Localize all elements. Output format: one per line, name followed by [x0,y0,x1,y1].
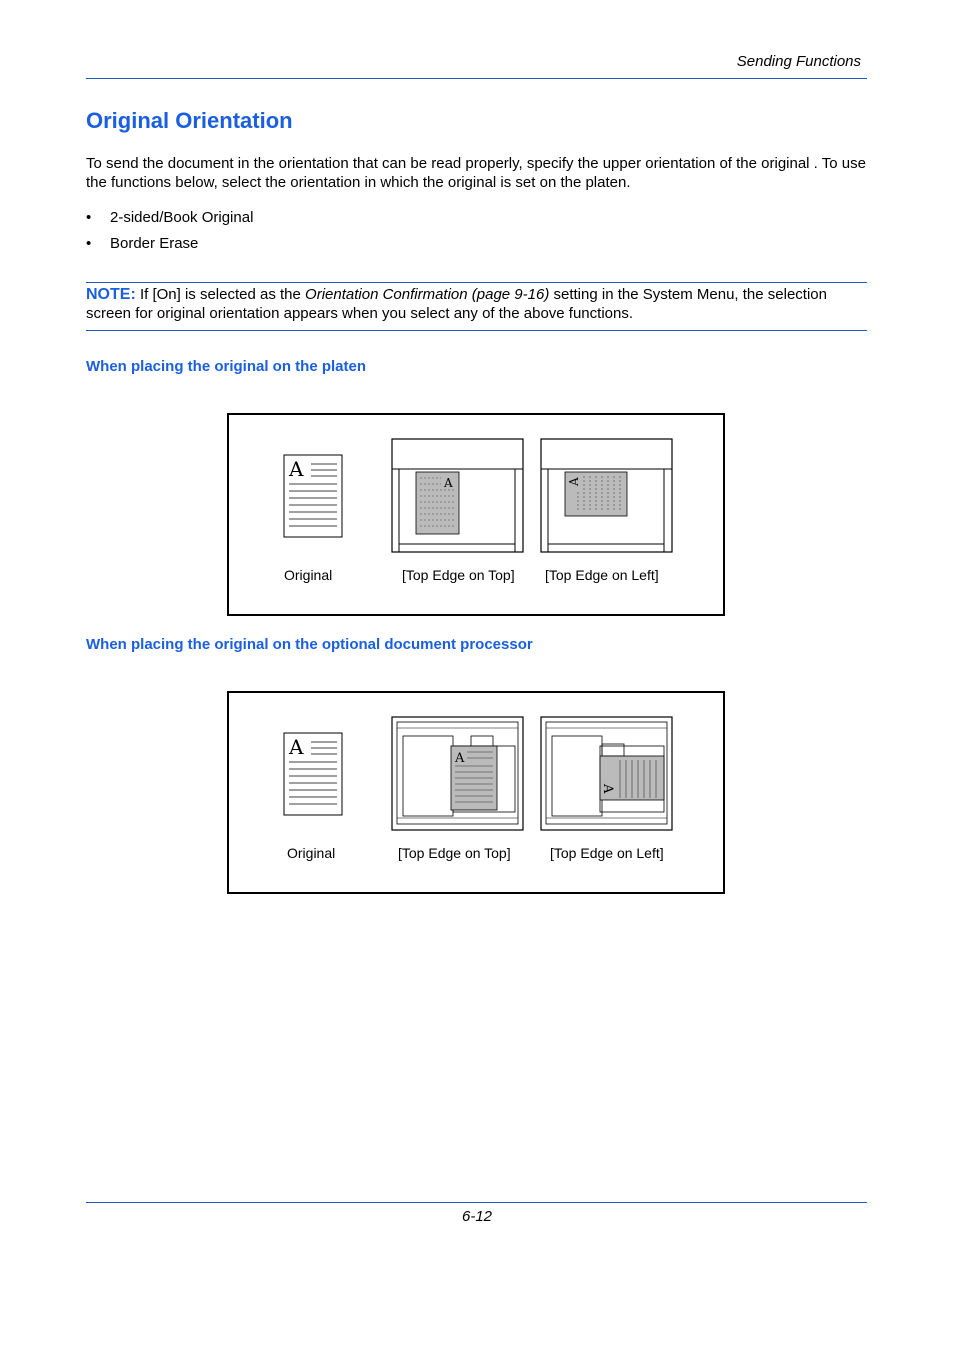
svg-text:A: A [444,476,453,490]
intro-paragraph: To send the document in the orientation that can be read properly, specify the upper orientation of the original . To use the functions below, select the orientation in which the original is set on the platen. [86,155,866,191]
figure-label-top-edge-on-left: [Top Edge on Left] [545,567,659,583]
platen-top-edge-on-top-icon [391,438,525,555]
processor-figure [227,691,725,894]
platen-figure [227,413,725,616]
figure-label-original: Original [287,845,336,861]
note-top-rule [86,282,867,283]
footer-rule [86,1202,867,1203]
figure-label-top-edge-on-left: [Top Edge on Left] [550,845,664,861]
processor-heading: When placing the original on the optional document processor [86,636,533,653]
note-box: NOTE: If [On] is selected as the Orientation Confirmation (page 9-16) setting in the System Menu, the selection screen for original orientation appears when you select any of the above functions. [86,286,827,322]
figure-label-top-edge-on-top: [Top Edge on Top] [402,567,515,583]
original-document-icon [283,454,345,540]
svg-text:A: A [600,784,615,794]
svg-text:A: A [289,735,304,759]
platen-heading: When placing the original on the platen [86,358,367,375]
section-header: Sending Functions [736,53,861,70]
note-label: NOTE: [86,286,136,303]
page-title: Original Orientation [86,108,293,133]
list-item: • Border Erase [86,235,199,252]
platen-top-edge-on-left-icon [540,438,674,555]
svg-text:A: A [567,477,581,486]
processor-top-edge-on-left-icon [540,716,674,833]
page-number: 6-12 [461,1208,493,1225]
svg-text:A: A [455,751,465,766]
original-document-icon [283,732,345,818]
header-rule [86,78,867,79]
figure-label-top-edge-on-top: [Top Edge on Top] [398,845,511,861]
processor-top-edge-on-top-icon [391,716,525,833]
orientation-confirmation-link[interactable]: Orientation Confirmation (page 9-16) [305,286,550,303]
function-list [86,208,253,260]
svg-text:A: A [289,457,304,481]
list-item: • 2-sided/Book Original [86,209,254,226]
figure-label-original: Original [284,567,333,583]
note-bottom-rule [86,330,867,331]
